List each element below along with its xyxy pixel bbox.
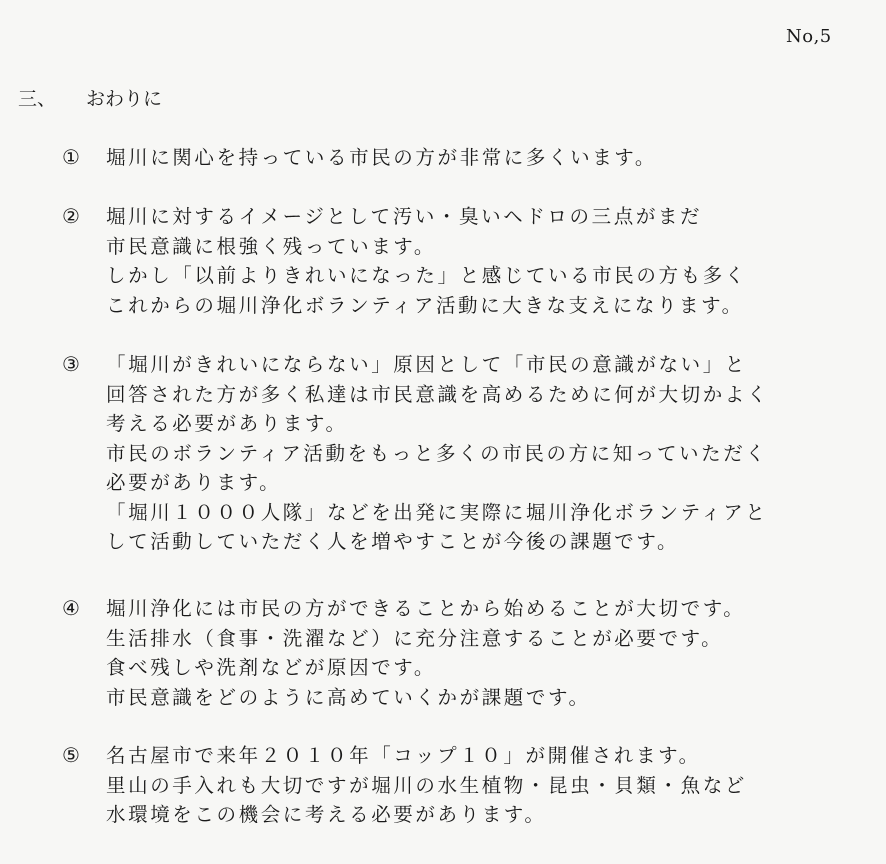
item-text — [106, 350, 846, 557]
item-text — [106, 594, 846, 712]
text-line: 堀川に対するイメージとして汚い・臭いヘドロの三点がまだ — [106, 205, 703, 228]
section-number: 三、 — [18, 88, 57, 110]
text-line: 市民のボランティア活動をもっと多くの市民の方に知っていただく — [106, 441, 768, 465]
text-line: これからの堀川浄化ボランティア活動に大きな支えになります。 — [106, 293, 744, 317]
item-text — [106, 143, 846, 173]
section-title: おわりに — [86, 88, 163, 110]
item-text — [106, 202, 846, 320]
text-line: 必要があります。 — [106, 471, 282, 494]
text-line: 里山の手入れも大切ですが堀川の水生植物・昆虫・貝類・魚など — [106, 773, 747, 797]
text-line: して活動していただく人を増やすことが今後の課題です。 — [106, 530, 680, 553]
page-number: No,5 — [786, 26, 832, 47]
text-line: 水環境をこの機会に考える必要があります。 — [106, 803, 547, 826]
text-line: 市民意識に根強く残っています。 — [106, 234, 436, 258]
item-marker: ⑤ — [62, 743, 80, 767]
text-line: 回答された方が多く私達は市民意識を高めるために何が大切かよく — [106, 382, 770, 406]
item-marker: ① — [62, 145, 80, 169]
item-marker: ③ — [62, 352, 80, 376]
text-line: 生活排水（食事・洗濯など）に充分注意することが必要です。 — [106, 626, 724, 650]
item-marker: ② — [62, 204, 80, 228]
item-text — [106, 741, 846, 830]
text-line: 考える必要があります。 — [106, 412, 348, 435]
text-line: 「堀川１０００人隊」などを出発に実際に堀川浄化ボランティアと — [106, 500, 768, 524]
section-heading — [18, 84, 162, 111]
text-line: 食べ残しや洗剤などが原因です。 — [106, 656, 436, 679]
text-line: しかし「以前よりきれいになった」と感じている市民の方も多く — [106, 264, 747, 287]
text-line: 「堀川がきれいにならない」原因として「市民の意識がない」と — [106, 353, 747, 376]
text-line: 堀川に関心を持っている市民の方が非常に多くいます。 — [106, 146, 657, 169]
text-line: 堀川浄化には市民の方ができることから始めることが大切です。 — [106, 597, 746, 620]
item-marker: ④ — [62, 596, 80, 620]
text-line: 市民意識をどのように高めていくかが課題です。 — [106, 685, 591, 709]
text-line: 名古屋市で来年２０１０年「コップ１０」が開催されます。 — [106, 744, 701, 767]
